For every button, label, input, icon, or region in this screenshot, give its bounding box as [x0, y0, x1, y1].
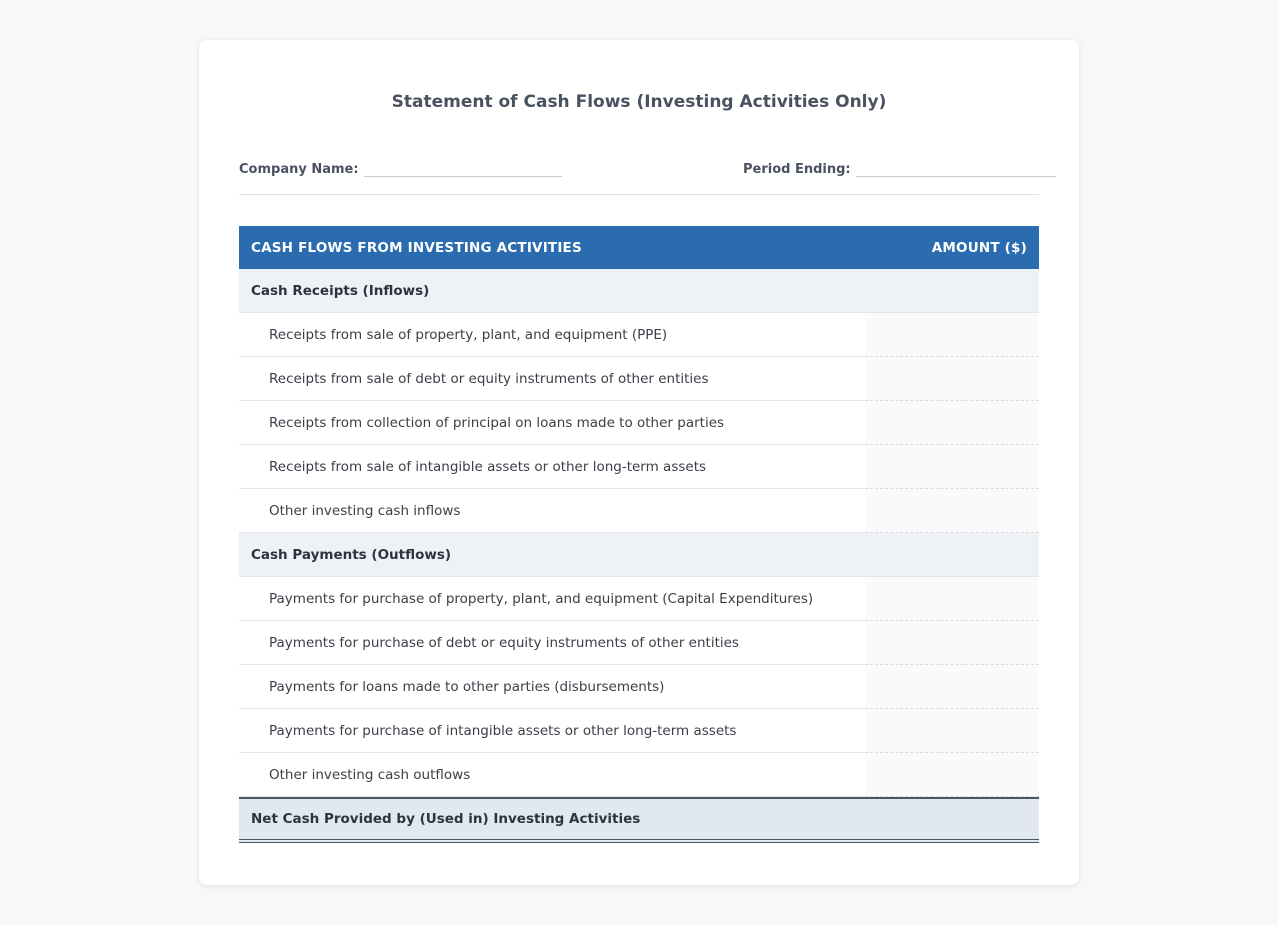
net-cash-total-row — [239, 797, 1039, 843]
header-fields — [239, 160, 1039, 195]
company-name-label: Company Name: — [239, 162, 359, 177]
amount-cell[interactable] — [865, 401, 1039, 445]
statement-card — [199, 40, 1079, 885]
table-row — [239, 709, 1039, 753]
amount-cell[interactable] — [865, 753, 1039, 797]
table-header — [239, 226, 1039, 269]
row-description: Receipts from sale of property, plant, and equipment (PPE) — [269, 326, 668, 343]
table-row — [239, 577, 1039, 621]
table-row — [239, 445, 1039, 489]
amount-cell[interactable] — [865, 313, 1039, 357]
description-column-header: CASH FLOWS FROM INVESTING ACTIVITIES — [251, 239, 582, 256]
period-ending-input[interactable] — [856, 162, 1056, 177]
table-row — [239, 401, 1039, 445]
amount-cell[interactable] — [865, 445, 1039, 489]
outflows-section-heading: Cash Payments (Outflows) — [239, 533, 1039, 577]
statement-title: Statement of Cash Flows (Investing Activities Only) — [391, 92, 887, 112]
row-description: Other investing cash outflows — [269, 766, 471, 783]
amount-cell[interactable] — [865, 577, 1039, 621]
amount-cell[interactable] — [865, 357, 1039, 401]
row-description: Receipts from sale of intangible assets or other long-term assets — [269, 458, 707, 475]
row-description: Receipts from collection of principal on loans made to other parties — [269, 414, 725, 431]
table-row — [239, 665, 1039, 709]
net-cash-total-label: Net Cash Provided by (Used in) Investing Activities — [251, 811, 641, 827]
inflows-section-heading: Cash Receipts (Inflows) — [239, 269, 1039, 313]
period-ending-label: Period Ending: — [743, 162, 851, 177]
row-description: Other investing cash inflows — [269, 502, 461, 519]
row-description: Payments for purchase of property, plant, and equipment (Capital Expenditures) — [269, 590, 814, 607]
table-row — [239, 753, 1039, 797]
amount-cell[interactable] — [865, 621, 1039, 665]
amount-cell[interactable] — [865, 665, 1039, 709]
company-name-field — [239, 160, 562, 180]
period-ending-field — [743, 160, 1056, 180]
row-description: Receipts from sale of debt or equity instruments of other entities — [269, 370, 709, 387]
amount-cell[interactable] — [865, 489, 1039, 533]
row-description: Payments for purchase of debt or equity instruments of other entities — [269, 634, 739, 651]
table-row — [239, 357, 1039, 401]
investing-activities-table — [239, 226, 1039, 843]
amount-column-header: AMOUNT ($) — [931, 239, 1027, 256]
table-row — [239, 489, 1039, 533]
row-description: Payments for loans made to other parties (disbursements) — [269, 678, 665, 695]
table-row — [239, 621, 1039, 665]
row-description: Payments for purchase of intangible assets or other long-term assets — [269, 722, 737, 739]
table-row — [239, 313, 1039, 357]
company-name-input[interactable] — [364, 162, 562, 177]
amount-cell[interactable] — [865, 709, 1039, 753]
